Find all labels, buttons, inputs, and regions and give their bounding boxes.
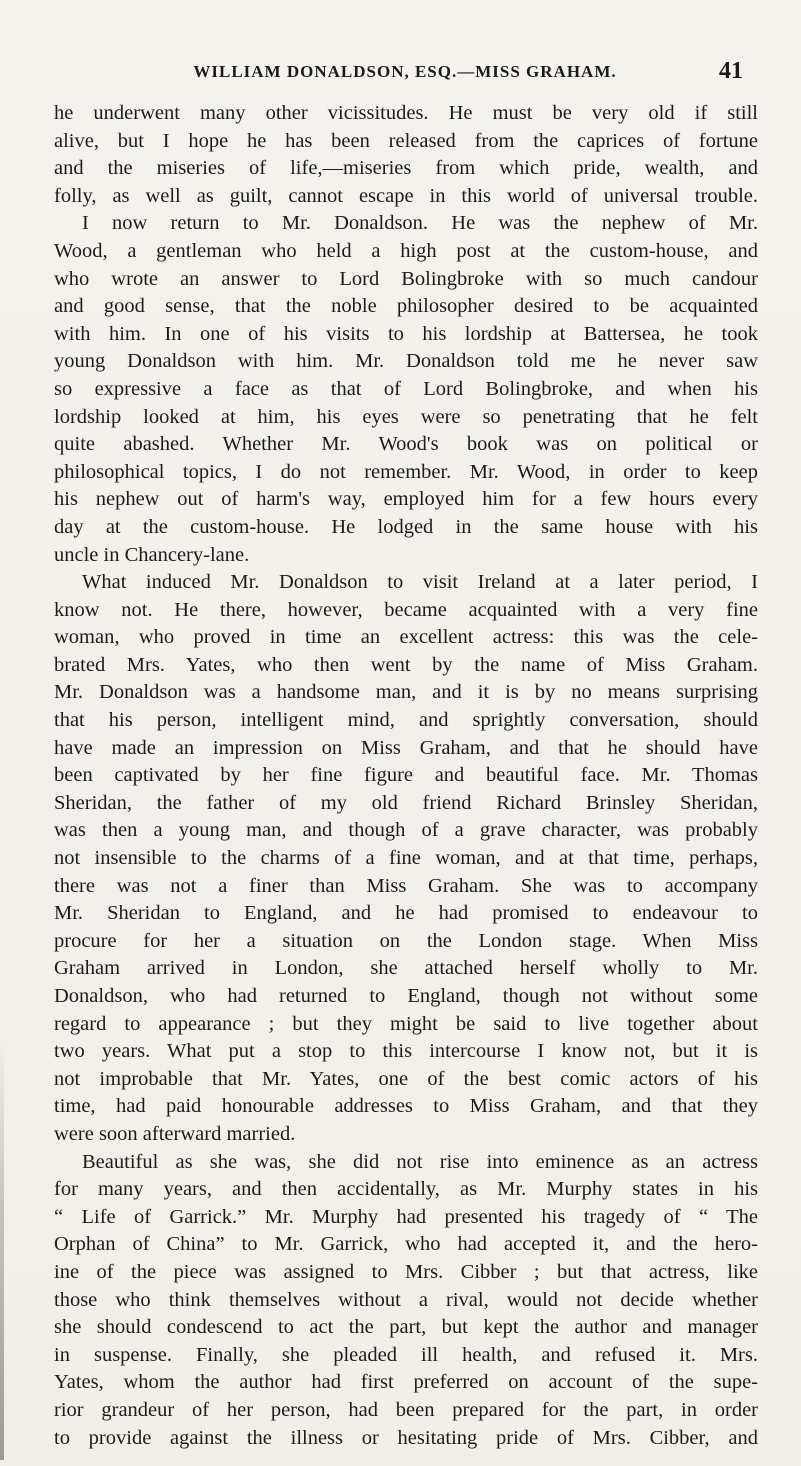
text-line: I now return to Mr. Donaldson. He was the nephew of Mr. (82, 212, 758, 235)
text-line: brated Mrs. Yates, who then went by the name of Miss Graham. (54, 653, 758, 676)
text-line: Beautiful as she was, she did not rise into eminence as an actress (82, 1150, 758, 1173)
text-line: there was not a finer than Miss Graham. She was to accompany (54, 874, 758, 897)
text-line: not insensible to the charms of a fine woman, and at that time, perhaps, (54, 847, 758, 870)
text-line: “ Life of Garrick.” Mr. Murphy had presented his tragedy of “ The (54, 1205, 758, 1228)
text-line: philosophical topics, I do not remember. Mr. Wood, in order to keep (54, 460, 758, 483)
page-number: 41 (719, 58, 743, 84)
text-line: she should condescend to act the part, but kept the author and manager (54, 1316, 758, 1339)
text-line: his nephew out of harm's way, employed him for a few hours every (54, 488, 758, 511)
text-line: lordship looked at him, his eyes were so penetrating that he felt (54, 405, 758, 428)
text-line: he underwent many other vicissitudes. He must be very old if still (54, 102, 758, 124)
text-line: uncle in Chancery-lane. (54, 543, 250, 566)
text-line: been captivated by her fine figure and beautiful face. Mr. Thomas (54, 764, 758, 787)
text-line: those who think themselves without a rival, would not decide whether (54, 1288, 758, 1311)
text-line: and the miseries of life,—miseries from which pride, wealth, and (54, 157, 758, 180)
text-line: have made an impression on Miss Graham, and that he should have (54, 736, 758, 759)
text-line: in suspense. Finally, she pleaded ill health, and refused it. Mrs. (54, 1343, 758, 1366)
body-text (54, 100, 758, 1452)
text-line: procure for her a situation on the London stage. When Miss (54, 929, 758, 952)
text-line: ine of the piece was assigned to Mrs. Cibber ; but that actress, like (54, 1260, 758, 1283)
text-line: was then a young man, and though of a grave character, was probably (54, 819, 758, 842)
text-line: who wrote an answer to Lord Bolingbroke with so much candour (54, 267, 758, 290)
text-line: Sheridan, the father of my old friend Richard Brinsley Sheridan, (54, 791, 758, 814)
text-line: folly, as well as guilt, cannot escape in this world of universal trouble. (54, 184, 758, 207)
text-line: young Donaldson with him. Mr. Donaldson told me he never saw (54, 350, 758, 373)
text-line: time, had paid honourable addresses to Miss Graham, and that they (54, 1095, 758, 1118)
running-title: WILLIAM DONALDSON, ESQ.—MISS GRAHAM. (193, 62, 617, 81)
text-line: woman, who proved in time an excellent actress: this was the cele- (54, 626, 758, 649)
text-line: Yates, whom the author had first preferred on account of the supe- (54, 1371, 758, 1394)
page-edge-shadow (0, 1040, 4, 1460)
text-line: alive, but I hope he has been released from the caprices of fortune (54, 129, 758, 152)
text-line: and good sense, that the noble philosopher desired to be acquainted (54, 295, 758, 318)
text-line: Mr. Sheridan to England, and he had promised to endeavour to (54, 902, 758, 925)
text-line: day at the custom-house. He lodged in the same house with his (54, 515, 758, 538)
text-line: Orphan of China” to Mr. Garrick, who had accepted it, and the hero- (54, 1233, 758, 1256)
text-line: so expressive a face as that of Lord Bolingbroke, and when his (54, 377, 758, 400)
text-line: Graham arrived in London, she attached herself wholly to Mr. (54, 957, 758, 980)
text-line: know not. He there, however, became acquainted with a very fine (54, 598, 758, 621)
text-line: were soon afterward married. (54, 1122, 296, 1145)
text-line: rior grandeur of her person, had been prepared for the part, in order (54, 1398, 758, 1421)
text-line: that his person, intelligent mind, and sprightly conversation, should (54, 709, 758, 732)
text-line: to provide against the illness or hesitating pride of Mrs. Cibber, and (54, 1426, 758, 1449)
text-line: for many years, and then accidentally, as Mr. Murphy states in his (54, 1178, 758, 1201)
text-line: Wood, a gentleman who held a high post at the custom-house, and (54, 239, 758, 262)
text-line: regard to appearance ; but they might be said to live together about (54, 1012, 758, 1035)
text-line: not improbable that Mr. Yates, one of the best comic actors of his (54, 1067, 758, 1090)
text-line: quite abashed. Whether Mr. Wood's book was on political or (54, 433, 758, 456)
text-line: two years. What put a stop to this intercourse I know not, but it is (54, 1040, 758, 1063)
text-line: Donaldson, who had returned to England, though not without some (54, 985, 758, 1007)
text-line: Mr. Donaldson was a handsome man, and it is by no means surprising (54, 681, 758, 704)
text-line: with him. In one of his visits to his lordship at Battersea, he took (54, 322, 758, 345)
text-line: What induced Mr. Donaldson to visit Ireland at a later period, I (82, 571, 758, 594)
